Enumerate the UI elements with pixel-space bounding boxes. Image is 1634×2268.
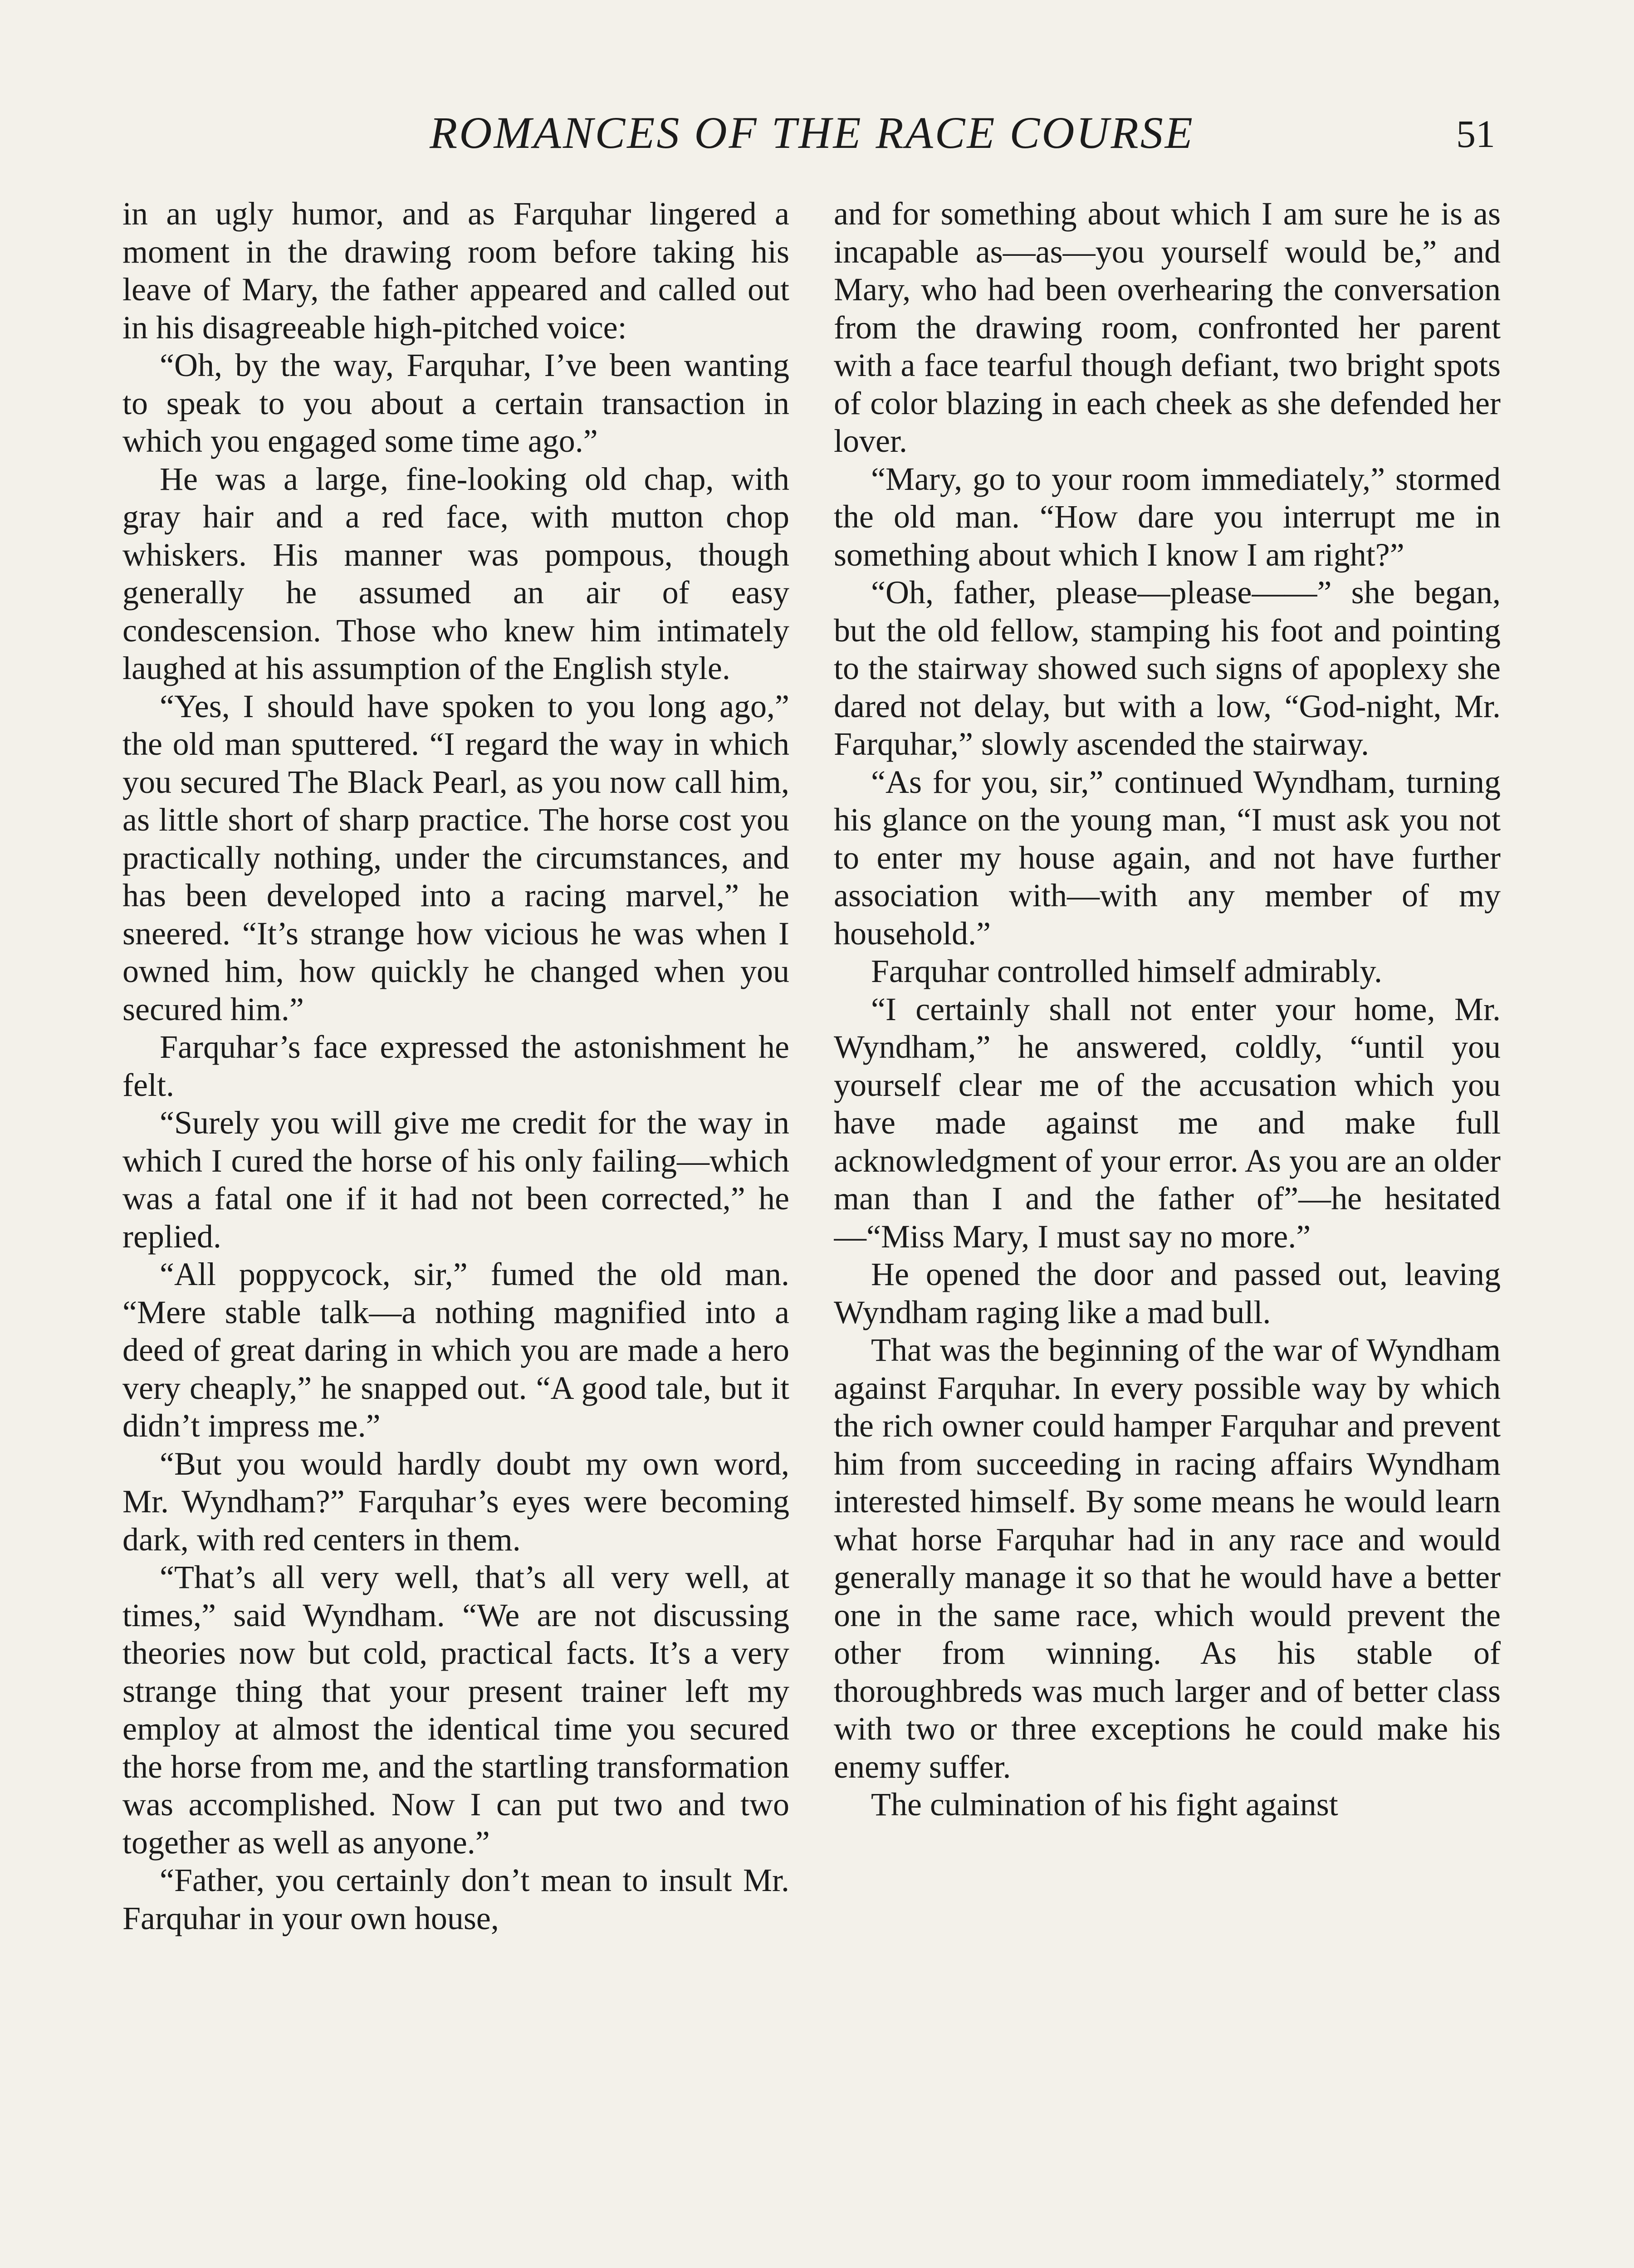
paragraph: “I certainly shall not enter your home, Mr. Wyndham,” he answered, coldly, “until you yourself clear me of the accusation which you have made against me and make full acknowledgment of your error. As you are an older man than I and the father of”—he hesitated—“Miss Mary, I must say no more.” — [834, 991, 1501, 1255]
paragraph: “Father, you certainly don’t mean to insult Mr. Farquhar in your own house, — [122, 1862, 789, 1936]
paragraph: “Oh, by the way, Farquhar, I’ve been wanting to speak to you about a certain transaction in which you engaged some time ago.” — [122, 347, 789, 459]
running-title: ROMANCES OF THE RACE COURSE — [430, 108, 1194, 158]
paragraph: “Yes, I should have spoken to you long ago,” the old man sputtered. “I regard the way in which you secured The Black Pearl, as you now call him, as little short of sharp practice. The horse cost you practically nothing, under the circumstances, and has been developed into a racing marvel,” he sneered. “It’s strange how vicious he was when I owned him, how quickly he changed when you secured him.” — [122, 688, 789, 1027]
paragraph: He was a large, fine-looking old chap, with gray hair and a red face, with mutton chop whiskers. His manner was pompous, though generally he assumed an air of easy condescension. Those who knew him intimately laughed at his assumption of the English style. — [122, 460, 789, 686]
paragraph: “Surely you will give me credit for the way in which I cured the horse of his only failing—which was a fatal one if it had not been corrected,” he replied. — [122, 1105, 789, 1255]
paragraph: and for something about which I am sure he is as incapable as—as—you yourself would be,” and Mary, who had been overhearing the conversation from the drawing room, confronted her parent with a face tearful though defiant, two bright spots of color blazing in each cheek as she defended her lover. — [834, 196, 1501, 459]
paragraph: Farquhar controlled himself admirably. — [871, 953, 1383, 989]
paragraph: He opened the door and passed out, leaving Wyndham raging like a mad bull. — [834, 1256, 1501, 1330]
paragraph: “As for you, sir,” continued Wyndham, turning his glance on the young man, “I must ask you not to enter my house again, and not have further association with—with any member of my household.” — [834, 763, 1501, 952]
paragraph: “But you would hardly doubt my own word, Mr. Wyndham?” Farquhar’s eyes were becoming dark, with red centers in them. — [122, 1445, 789, 1558]
page-header — [0, 107, 1634, 175]
left-column — [122, 195, 789, 2268]
paragraph: That was the beginning of the war of Wyndham against Farquhar. In every possible way by which the rich owner could hamper Farquhar and prevent him from succeeding in racing affairs Wyndham interested himself. By some means he would learn what horse Farquhar had in any race and would generally manage it so that he would have a better one in the same race, which would prevent the other from winning. As his stable of thoroughbreds was much larger and of better class with two or three exceptions he could make his enemy suffer. — [834, 1332, 1501, 1785]
paragraph: “All poppycock, sir,” fumed the old man. “Mere stable talk—a nothing magnified into a deed of great daring in which you are made a hero very cheaply,” he snapped out. “A good tale, but it didn’t impress me.” — [122, 1256, 789, 1444]
right-column — [834, 195, 1501, 2268]
paragraph: “Mary, go to your room immediately,” stormed the old man. “How dare you interrupt me in something about which I know I am right?” — [834, 460, 1501, 573]
paragraph: in an ugly humor, and as Farquhar lingered a moment in the drawing room before taking his leave of Mary, the father appeared and called out in his disagreeable high-pitched voice: — [122, 196, 789, 346]
paragraph: “Oh, father, please—please——” she began, but the old fellow, stamping his foot and pointing to the stairway showed such signs of apoplexy she dared not delay, but with a low, “God-night, Mr. Farquhar,” slowly ascended the stairway. — [834, 574, 1501, 762]
paragraph: Farquhar’s face expressed the astonishment he felt. — [122, 1029, 789, 1103]
paragraph: The culmination of his fight against — [871, 1786, 1338, 1823]
paragraph: “That’s all very well, that’s all very well, at times,” said Wyndham. “We are not discussing theories now but cold, practical facts. It’s a very strange thing that your present trainer left my employ at almost the identical time you secured the horse from me, and the startling transformation was accomplished. Now I can put two and two together as well as anyone.” — [122, 1559, 789, 1861]
page-number: 51 — [1456, 112, 1495, 156]
